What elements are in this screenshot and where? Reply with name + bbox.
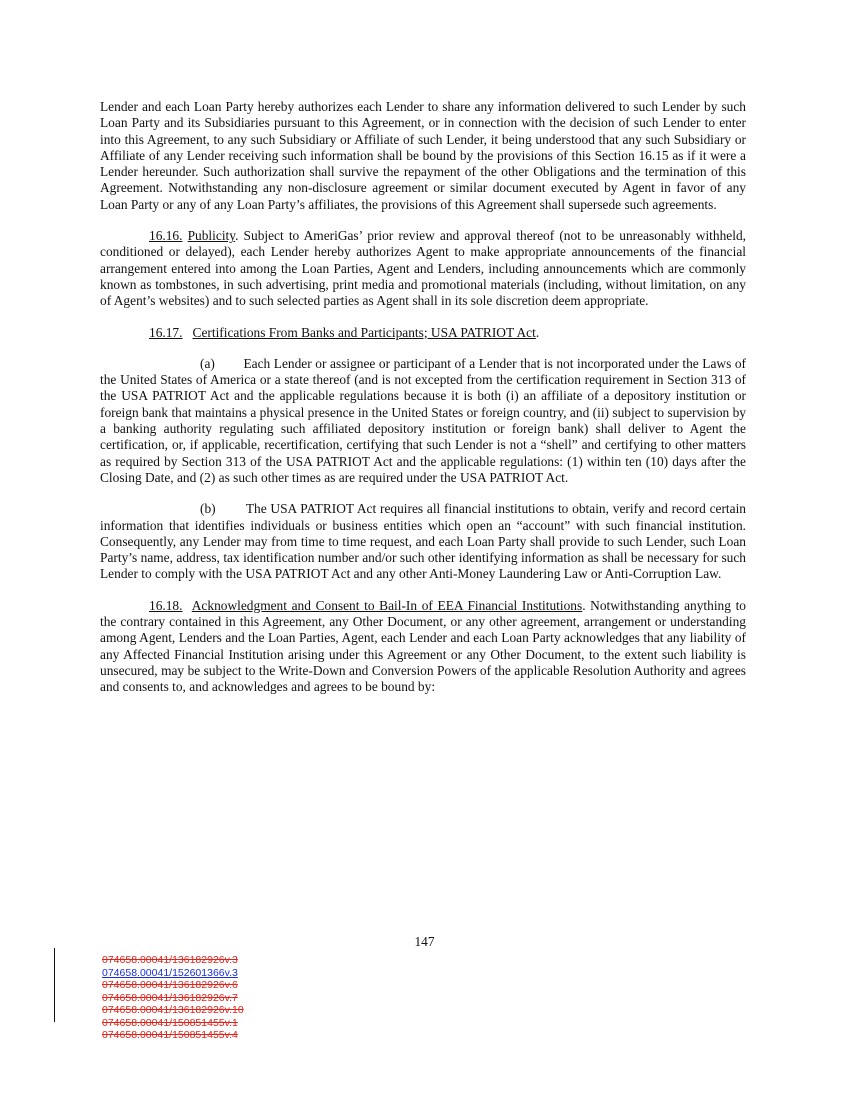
clause-label: (b) [200,501,216,517]
section-16-17-heading [100,325,746,341]
footer-id-deleted: 074658.00041/150851455v.1 [102,1016,238,1029]
section-16-17-a [100,356,746,486]
section-16-18 [100,598,746,696]
section-16-16 [100,228,746,309]
page-number: 147 [414,934,435,949]
section-title: Acknowledgment and Consent to Bail-In of EEA Financial Institutions [191,597,583,613]
section-title: Publicity [187,228,236,244]
change-bar [54,948,55,1022]
clause-label: (a) [200,355,215,371]
document-page [100,99,746,711]
section-text: . Notwithstanding anything to the contrary contained in this Agreement, any Other Document, or any other agreement, arrangement or understanding among Agent, Lenders and the Loan Parties, Agent, each Lender and each Loan Party acknowledges that any liability of any Affected Financial Institution arising under this Agreement or any Other Document, to the extent such liability is unsecured, may be subject to the Write-Down and Conversion Powers of the applicable Resolution Authority and agrees and consents to, and acknowledges and agrees to be bound by: [100,597,746,695]
footer-id-deleted: 074658.00041/136182926v.10 [102,1004,244,1016]
section-title: Certifications From Banks and Participants; USA PATRIOT Act [192,324,536,340]
footer-id-deleted: 074658.00041/150851455v.4 [102,1029,238,1041]
footer-id-deleted: 074658.00041/136182926v.6 [102,979,238,991]
section-title-trail: . [535,324,540,340]
section-number: 16.16. [149,228,183,244]
footer-id-deleted: 074658.00041/136182926v.7 [102,991,238,1004]
clause-text: The USA PATRIOT Act requires all financial institutions to obtain, verify and record certain information that identifies individuals or business entities which open an “account” with such financial institution. Consequently, any Lender may from time to time request, and each Loan Party shall provide to such Lender, such Loan Party’s name, address, tax identification number and/or such other identifying information as shall be necessary for such Lender to comply with the USA PATRIOT Act and any other Anti-Money Laundering Law or Anti-Corruption Law. [100,501,747,582]
section-text: . Subject to AmeriGas’ prior review and approval thereof (not to be unreasonably withheld, conditioned or delayed), each Lender hereby authorizes Agent to make appropriate announcements of the financial arrangement entered into among the Loan Parties, Agent and Lenders, including announcements which are commonly known as tombstones, in such advertising, print media and promotional materials (including, without limitation, on any of Agent’s websites) and to such selected parties as Agent shall in its sole discretion deem appropriate. [100,228,746,309]
paragraph-continued: Lender and each Loan Party hereby authorizes each Lender to share any information delivered to such Lender by such Loan Party and its Subsidiaries pursuant to this Agreement, or in connection with the decision of such Lender to enter into this Agreement, to any such Subsidiary or Affiliate of such Lender, it being understood that any such Subsidiary or Affiliate of any Lender receiving such information shall be bound by the provisions of this Section 16.15 as if it were a Lender hereunder. Such authorization shall survive the repayment of the other Obligations and the termination of this Agreement. Notwithstanding any non-disclosure agreement or similar document executed by Agent in favor of any Loan Party or any of any Loan Party’s affiliates, the provisions of this Agreement shall supersede such agreements. [100,99,746,212]
section-number: 16.17. [149,324,183,340]
footer-document-ids [102,954,244,1042]
clause-text: Each Lender or assignee or participant of a Lender that is not incorporated under the Laws of the United States of America or a state thereof (and is not excepted from the certification requirement in Section 313 of the USA PATRIOT Act and the applicable regulations because it is both (i) an affiliate of a depository institution or foreign bank that maintains a physical presence in the United States or foreign country, and (ii) subject to supervision by a banking authority regulating such affiliated depository institution or foreign bank) shall deliver to Agent the certification, or, if applicable, recertification, certifying that such Lender is not a “shell” and certifying to other matters as required by Section 313 of the USA PATRIOT Act and the applicable regulations: (1) within ten (10) days after the Closing Date, and (2) as such other times as are required under the USA PATRIOT Act. [100,355,747,485]
section-16-17-b [100,501,746,582]
section-number: 16.18. [149,597,183,613]
footer-id-deleted: 074658.00041/136182926v.3 [102,954,238,966]
footer-id-inserted: 074658.00041/152601366v.3 [102,966,238,979]
